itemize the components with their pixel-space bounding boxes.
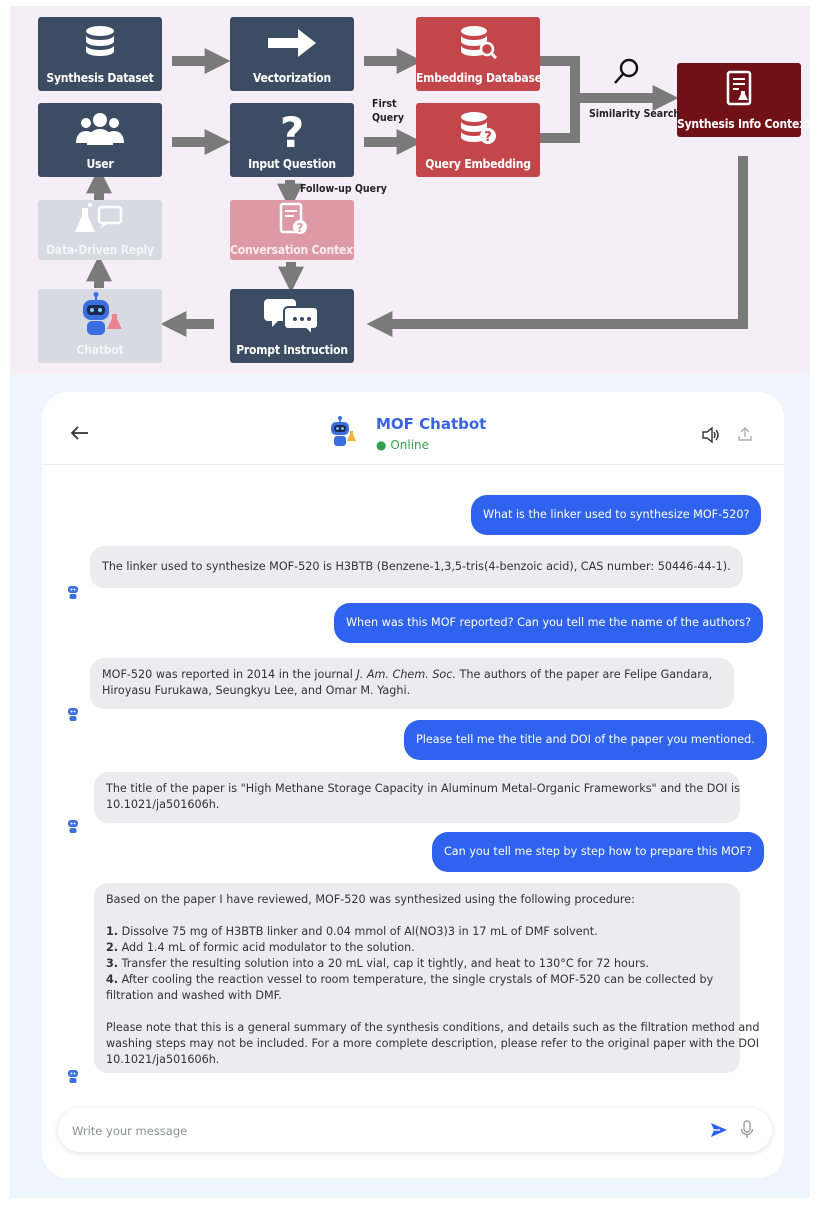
node-vectorization bbox=[230, 17, 354, 91]
send-icon[interactable] bbox=[710, 1122, 728, 1138]
svg-text:?: ? bbox=[296, 221, 304, 235]
node-label: Chatbot bbox=[76, 343, 124, 357]
node-label: Input Question bbox=[248, 157, 336, 171]
database-question-icon bbox=[456, 109, 500, 149]
node-data-driven-reply bbox=[38, 200, 162, 260]
node-label: Synthesis Dataset bbox=[46, 71, 154, 85]
search-icon bbox=[615, 60, 637, 83]
online-status bbox=[376, 438, 429, 452]
label-similarity-search: Similarity Search bbox=[589, 108, 681, 120]
node-input-question bbox=[230, 103, 354, 177]
step-item: 3. Transfer the resulting solution into a 20 mL vial, cap it tightly, and heat to 130°C for 72 hours. bbox=[106, 957, 649, 970]
chatbot-avatar-icon bbox=[328, 416, 358, 448]
bot-avatar-icon bbox=[66, 706, 80, 722]
step-item: 2. Add 1.4 mL of formic acid modulator to the solution. bbox=[106, 941, 415, 954]
users-icon bbox=[72, 109, 128, 149]
microphone-icon[interactable] bbox=[740, 1120, 754, 1140]
svg-text:?: ? bbox=[484, 130, 492, 145]
arrow-context-to-prompt bbox=[382, 156, 743, 324]
bot-avatar-icon bbox=[66, 584, 80, 600]
chat-bubbles-icon bbox=[262, 295, 322, 335]
database-icon bbox=[80, 23, 120, 63]
workflow-diagram bbox=[10, 6, 810, 374]
chat-window bbox=[42, 392, 784, 1178]
node-label: Embedding Database bbox=[416, 71, 542, 85]
step-item: 1. Dissolve 75 mg of H3BTB linker and 0.04 mmol of Al(NO3)3 in 17 mL of DMF solvent. bbox=[106, 925, 598, 938]
robot-icon bbox=[72, 292, 128, 338]
node-label: Conversation Context bbox=[230, 243, 358, 257]
document-flask-icon bbox=[719, 69, 759, 109]
node-embedding-database bbox=[416, 17, 540, 91]
question-mark-icon bbox=[272, 109, 312, 153]
node-label: Prompt Instruction bbox=[236, 343, 348, 357]
node-label: Synthesis Info Context bbox=[677, 117, 811, 131]
node-query-embedding bbox=[416, 103, 540, 177]
chat-title: MOF Chatbot bbox=[376, 415, 487, 433]
bot-message: Based on the paper I have reviewed, MOF-520 was synthesized using the following procedure: 1. Dissolve 75 mg of H3BTB linker and 0.04 mmol of Al(NO3)3 in 17 mL of DMF solvent. 2. Add 1.4 mL of formic acid modulator to the solution. 3. Transfer the resulting solution into a 20 mL vial, cap it tightly, and heat to 130°C for 72 hours. 4. After cooling the reaction vessel to room temperature, the single crystals of MOF-520 can be collected by filtration and washed with DMF. Please note that this is a general summary of the synthesis conditions, and details such as the filtration method and washing steps may not be included. For a more complete description, please refer to the original paper with the DOI 10.1021/ja501606h. bbox=[94, 883, 740, 1073]
node-label: Query Embedding bbox=[425, 157, 531, 171]
node-label: Data-Driven Reply bbox=[46, 243, 154, 257]
node-synthesis-dataset bbox=[38, 17, 162, 91]
step-item: 4. After cooling the reaction vessel to room temperature, the single crystals of MOF-520 can be collected by bbox=[106, 973, 714, 986]
chat-background bbox=[10, 374, 810, 1198]
node-chatbot bbox=[38, 289, 162, 363]
online-dot-icon: ● bbox=[376, 438, 387, 452]
speaker-icon[interactable] bbox=[702, 427, 720, 443]
node-label: User bbox=[86, 157, 114, 171]
user-message: Please tell me the title and DOI of the paper you mentioned. bbox=[404, 720, 767, 760]
arrow-left-icon[interactable] bbox=[70, 426, 90, 440]
bracket-similarity bbox=[540, 61, 575, 138]
label-follow-up-query: Follow-up Query bbox=[300, 183, 387, 195]
bot-message: The linker used to synthesize MOF-520 is H3BTB (Benzene-1,3,5-tris(4-benzoic acid), CAS number: 50446-44-1). bbox=[90, 546, 743, 588]
status-text: Online bbox=[390, 438, 430, 452]
node-label: Vectorization bbox=[253, 71, 331, 85]
svg-text:?: ? bbox=[279, 109, 305, 153]
message-input[interactable] bbox=[70, 1108, 674, 1154]
bot-avatar-icon bbox=[66, 818, 80, 834]
node-conversation-context bbox=[230, 200, 358, 260]
user-message: Can you tell me step by step how to prepare this MOF? bbox=[432, 832, 764, 872]
label-first-query: First Query bbox=[372, 98, 404, 124]
flask-chat-icon bbox=[72, 202, 128, 238]
database-search-icon bbox=[456, 23, 500, 63]
bot-avatar-icon bbox=[66, 1068, 80, 1084]
user-message: When was this MOF reported? Can you tell me the name of the authors? bbox=[334, 603, 763, 643]
bot-message: MOF-520 was reported in 2014 in the journal J. Am. Chem. Soc. The authors of the paper are Felipe Gandara, Hiroyasu Furukawa, Seungkyu Lee, and Omar M. Yaghi. bbox=[90, 658, 734, 709]
node-user bbox=[38, 103, 162, 177]
chat-header bbox=[42, 392, 784, 465]
arrow-right-icon bbox=[264, 23, 320, 63]
user-message: What is the linker used to synthesize MOF-520? bbox=[471, 495, 761, 535]
node-prompt-instruction bbox=[230, 289, 354, 363]
document-question-icon bbox=[272, 202, 312, 238]
message-composer bbox=[58, 1108, 772, 1152]
node-synthesis-info-context bbox=[677, 63, 811, 137]
upload-icon[interactable] bbox=[737, 426, 753, 442]
bot-message: The title of the paper is "High Methane Storage Capacity in Aluminum Metal-Organic Frameworks" and the DOI is 10.1021/ja501606h. bbox=[94, 772, 740, 823]
